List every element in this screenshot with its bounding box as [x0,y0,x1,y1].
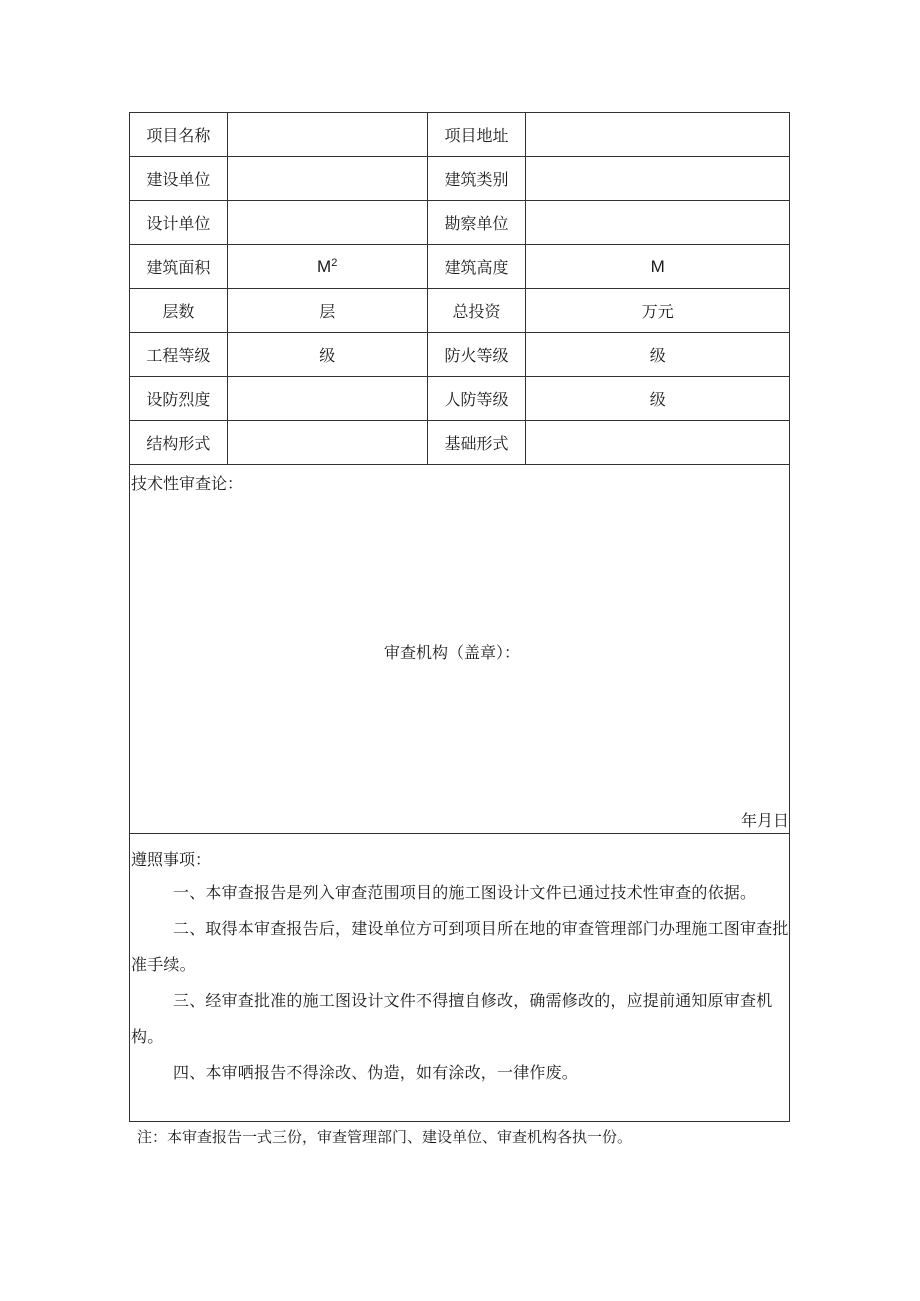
field-building-category[interactable] [526,157,790,201]
label-construction-unit: 建设单位 [130,157,228,201]
review-stamp-label: 审查机构（盖章）： [384,643,521,662]
field-project-name[interactable] [227,113,427,157]
project-info-table [129,112,790,465]
label-project-address: 项目地址 [427,113,526,157]
label-foundation-type: 基础形式 [427,421,526,465]
review-report-form [129,112,790,1122]
label-building-category: 建筑类别 [427,157,526,201]
label-seismic-intensity: 设防烈度 [130,377,228,421]
table-row [130,201,790,245]
table-row [130,245,790,289]
label-project-name: 项目名称 [130,113,228,157]
field-total-investment[interactable]: 万元 [526,289,790,333]
area-unit: $M^2$ [317,256,338,276]
note-item: 二、取得本审查报告后，建设单位方可到项目所在地的审查管理部门办理施工图审查批准手续。 [131,919,789,974]
table-row [130,157,790,201]
field-floors[interactable]: 层 [227,289,427,333]
field-building-height[interactable] [526,245,790,289]
field-seismic-intensity[interactable] [227,377,427,421]
notes-title: 遵照事项： [131,850,212,869]
field-structure-type[interactable] [227,421,427,465]
technical-review-section[interactable] [130,469,789,834]
review-label: 技术性审查论： [131,474,244,493]
field-project-grade[interactable]: 级 [227,333,427,377]
label-fire-rating: 防火等级 [427,333,526,377]
field-building-area[interactable] [227,245,427,289]
field-civil-defense-grade[interactable]: 级 [526,377,790,421]
label-building-area: 建筑面积 [130,245,228,289]
label-design-unit: 设计单位 [130,201,228,245]
table-row [130,289,790,333]
label-structure-type: 结构形式 [130,421,228,465]
table-row [130,377,790,421]
note-item: 一、本审查报告是列入审查范围项目的施工图设计文件已通过技术性审查的依据。 [173,883,757,902]
label-building-height: 建筑高度 [427,245,526,289]
note-item: 四、本审哂报告不得涂改、伪造，如有涂改，一律作废。 [173,1063,579,1082]
label-total-investment: 总投资 [427,289,526,333]
field-design-unit[interactable] [227,201,427,245]
label-project-grade: 工程等级 [130,333,228,377]
field-fire-rating[interactable]: 级 [526,333,790,377]
label-survey-unit: 勘察单位 [427,201,526,245]
height-unit: M [650,256,665,276]
footnote: 注：本审查报告一式三份，审查管理部门、建设单位、审查机构各执一份。 [137,1128,633,1146]
note-item: 三、经审查批准的施工图设计文件不得擅自修改，确需修改的，应提前通知原审查机构。 [131,991,773,1046]
review-date-label: 年月日 [740,811,789,830]
table-row [130,421,790,465]
label-civil-defense-grade: 人防等级 [427,377,526,421]
label-floors: 层数 [130,289,228,333]
field-project-address[interactable] [526,113,790,157]
table-row [130,113,790,157]
field-foundation-type[interactable] [526,421,790,465]
area-unit-superscript: 2 [331,256,338,269]
field-survey-unit[interactable] [526,201,790,245]
table-row [130,333,790,377]
field-construction-unit[interactable] [227,157,427,201]
